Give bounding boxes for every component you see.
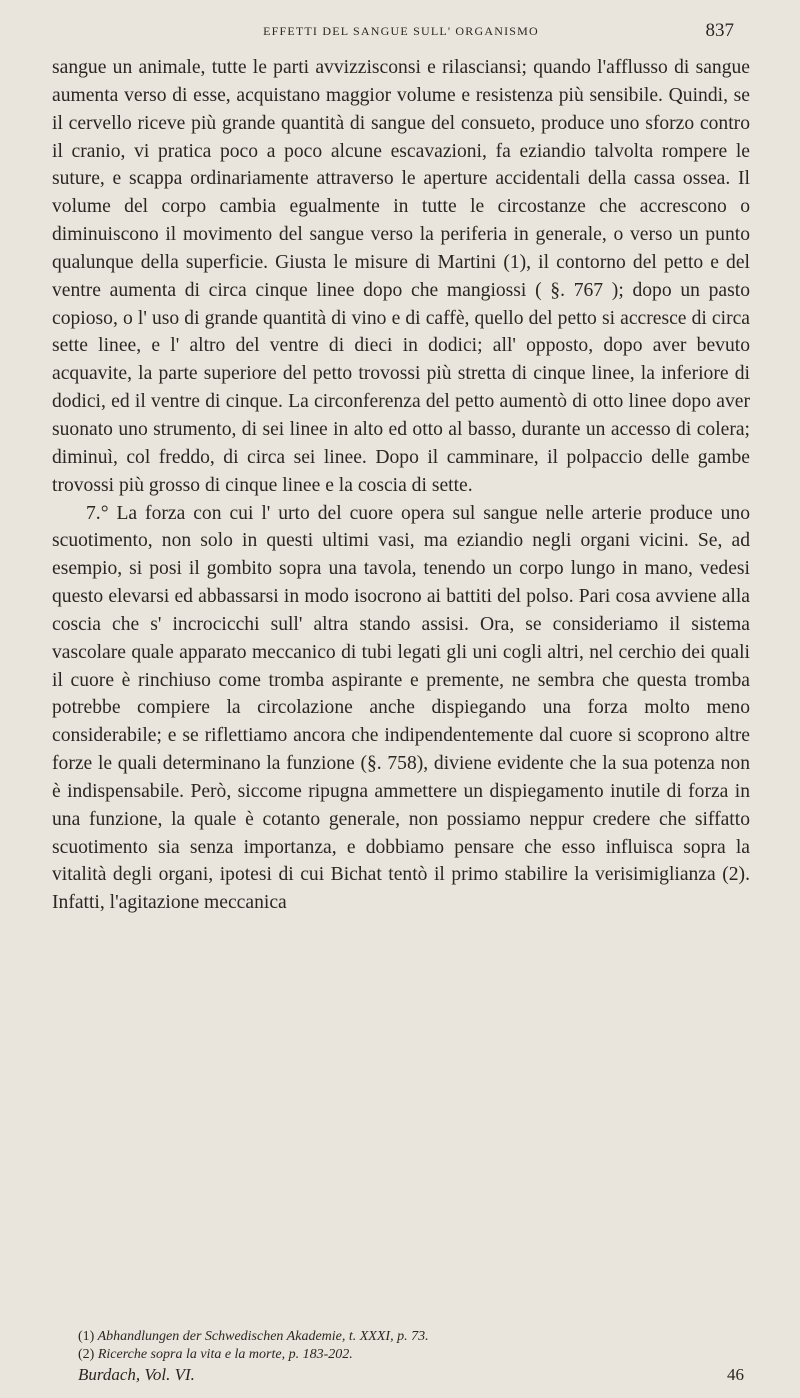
sheet-number: 46	[727, 1365, 744, 1384]
footnote-mark: (1)	[78, 1329, 95, 1344]
paragraph-continuation: sangue un animale, tutte le parti avvizzisconsi e rilasciansi; quando l'afflusso di sangue aumenta verso di esse, acquistano maggior volume e resistenza più sensibile. Quindi, se il cervello riceve più grande quantità di sangue del consueto, produce uno sforzo contro il cranio, vi pratica poco a poco alcune escavazioni, fa eziandio talvolta rompere le suture, e scappa ordinariamente attraverso le aperture accidentali della cassa ossea. Il volume del corpo cambia egualmente in tutte le circostanze che accrescono o diminuiscono il movimento del sangue verso la periferia in generale, o verso un punto qualunque della superficie. Giusta le misure di Martini (1), il contorno del petto e del ventre aumenta di circa cinque linee dopo che mangiossi ( §. 767 ); dopo un pasto copioso, o l' uso di grande quantità di vino e di caffè, quello del petto si accresce di circa sette linee, e l' altro del ventre di dieci in dodici; all' opposto, dopo aver bevuto acquavite, la parte superiore del petto trovossi più stretta di cinque linee, la inferiore di dodici, ed il ventre di cinque. La circonferenza del petto aumentò di otto linee dopo aver suonato uno strumento, di sei linee in alto ed otto al basso, durante un accesso di colera; diminuì, col freddo, di circa sei linee. Dopo il camminare, il polpaccio delle gambe trovossi più grosso di cinque linee e la coscia di sette.	[52, 57, 750, 496]
running-title: EFFETTI DEL SANGUE SULL' ORGANISMO	[263, 24, 539, 38]
printer-signature: Burdach, Vol. VI.	[78, 1365, 195, 1384]
footnote-text: Abhandlungen der Schwedischen Akademie, t. XXXI, p. 73.	[97, 1329, 429, 1344]
signature-line	[78, 1365, 744, 1389]
running-head	[52, 20, 750, 50]
footnote-text: Ricerche sopra la vita e la morte, p. 183-202.	[97, 1347, 353, 1362]
paragraph-section-7: 7.° La forza con cui l' urto del cuore opera sul sangue nelle arterie produce uno scuotimento, non solo in questi ultimi vasi, ma eziandio negli organi vicini. Se, ad esempio, si posi il gombito sopra una tavola, tenendo un corpo lungo in mano, vedesi questo elevarsi ed abbassarsi in modo isocrono ai battiti del polso. Pari cosa avviene alla coscia che s' incrocicchi sull' altra stando assisi. Ora, se consideriamo il sistema vascolare quale apparato meccanico di tubi legati gli uni cogli altri, nel cerchio dei quali il cuore è rinchiuso come tromba aspirante e premente, ne sembra che questa tromba potrebbe compiere la circolazione anche dispiegando una forza molto meno considerabile; e se riflettiamo ancora che indipendentemente dal cuore si scoprono altre forze le quali determinano la funzione (§. 758), diviene evidente che la sua potenza non è indispensabile. Però, siccome ripugna ammettere un dispiegamento inutile di forza in una funzione, la quale è cotanto generale, non possiamo neppur credere che siffatto scuotimento sia senza importanza, e dobbiamo pensare che esso influisca sopra la vitalità degli organi, ipotesi di cui Bichat tentò il primo stabilire la verisimiglianza (2). Infatti, l'agitazione meccanica	[52, 502, 750, 914]
footnotes	[52, 1328, 750, 1364]
page-number: 837	[705, 20, 734, 41]
body-text	[52, 54, 750, 917]
footnote-mark: (2)	[78, 1347, 95, 1362]
footnote-2	[78, 1346, 750, 1364]
footnote-1	[78, 1328, 750, 1346]
